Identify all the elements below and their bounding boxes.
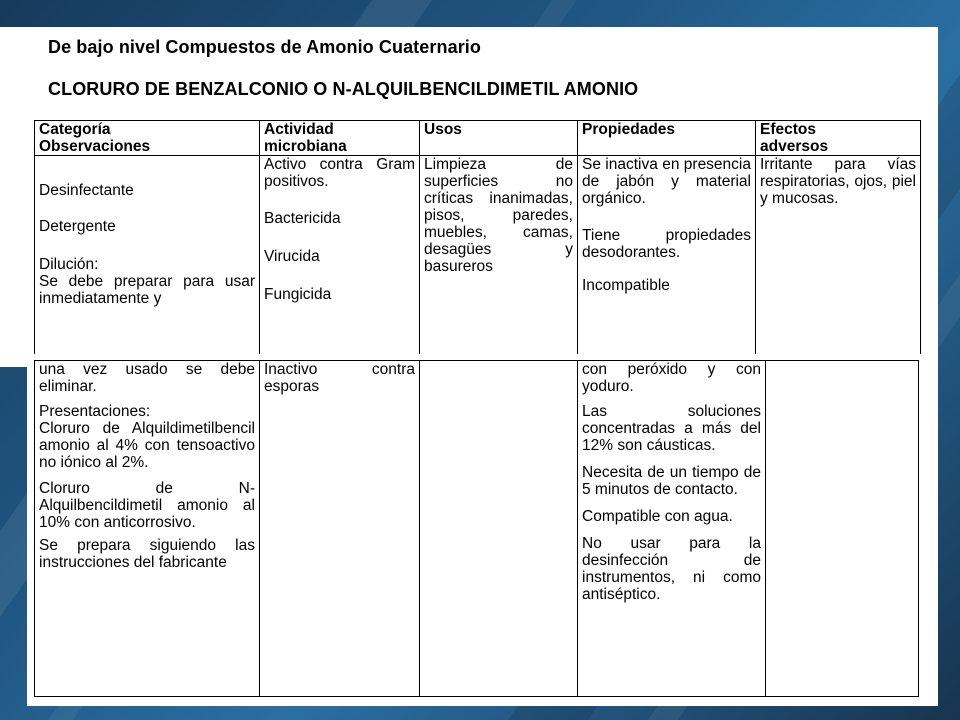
text-activo-gram: Activo contra Gram positivos.	[264, 156, 415, 190]
text-incompatible: Incompatible	[582, 277, 670, 294]
cell-categoria	[35, 156, 260, 356]
text-virucida: Virucida	[264, 248, 320, 265]
header-propiedades: Propiedades	[578, 121, 756, 156]
text-dilucion: Dilución: Se debe preparar para usar inmediatamente y	[39, 256, 255, 307]
document-panel-top	[0, 27, 938, 367]
document-title: De bajo nivel Compuestos de Amonio Cuaternario	[48, 37, 481, 57]
text-desinfectante: Desinfectante	[39, 182, 134, 199]
text-causticas: Las soluciones concentradas a más del 12% son cáusticas.	[582, 403, 761, 454]
cell-actividad	[260, 156, 420, 356]
text-usos: Limpieza de superficies no críticas inanimadas, pisos, paredes, muebles, camas, desagües y basureros	[424, 156, 573, 275]
document-subtitle: CLORURO DE BENZALCONIO O N-ALQUILBENCILDIMETIL AMONIO	[48, 79, 639, 99]
text-fungicida: Fungicida	[264, 286, 332, 303]
table-row	[35, 361, 919, 697]
header-categoria: Categoría Observaciones	[35, 121, 260, 156]
header-usos: Usos	[420, 121, 578, 156]
text-desodorantes: Tiene propiedades desodorantes.	[582, 227, 751, 261]
table-row	[35, 156, 921, 356]
cell-actividad-cont	[260, 361, 420, 697]
cell-efectos-cont	[766, 361, 919, 697]
text-cloruro-n: Cloruro de N-Alquilbencildimetil amonio al 10% con anticorrosivo.	[39, 480, 255, 531]
table-header-row	[35, 121, 921, 156]
header-actividad: Actividad microbiana	[260, 121, 420, 156]
text-una-vez: una vez usado se debe eliminar.	[39, 361, 255, 395]
text-bactericida: Bactericida	[264, 210, 341, 227]
text-inactivo-esporas: Inactivo contra esporas	[264, 361, 415, 395]
header-efectos: Efectos adversos	[756, 121, 921, 156]
text-detergente: Detergente	[39, 218, 116, 235]
text-se-prepara: Se prepara siguiendo las instrucciones del fabricante	[39, 537, 255, 571]
cell-propiedades-cont	[578, 361, 766, 697]
cell-usos-cont	[420, 361, 578, 697]
text-compatible: Compatible con agua.	[582, 508, 733, 525]
text-presentaciones: Presentaciones: Cloruro de Alquildimetilbencil amonio al 4% con tensoactivo no iónico al 2%.	[39, 403, 255, 471]
disinfectant-table-top	[34, 120, 921, 356]
disinfectant-table-bottom	[34, 360, 919, 697]
cell-efectos	[756, 156, 921, 356]
text-peroxido: con peróxido y con yoduro.	[582, 361, 761, 395]
cell-categoria-cont	[35, 361, 260, 697]
text-tiempo: Necesita de un tiempo de 5 minutos de contacto.	[582, 464, 761, 498]
document-panel-bottom	[27, 354, 938, 706]
text-no-usar: No usar para la desinfección de instrumentos, ni como antiséptico.	[582, 535, 761, 603]
cell-usos	[420, 156, 578, 356]
text-se-inactiva: Se inactiva en presencia de jabón y material orgánico.	[582, 156, 751, 207]
text-efectos: Irritante para vías respiratorias, ojos, piel y mucosas.	[760, 156, 916, 207]
cell-propiedades	[578, 156, 756, 356]
